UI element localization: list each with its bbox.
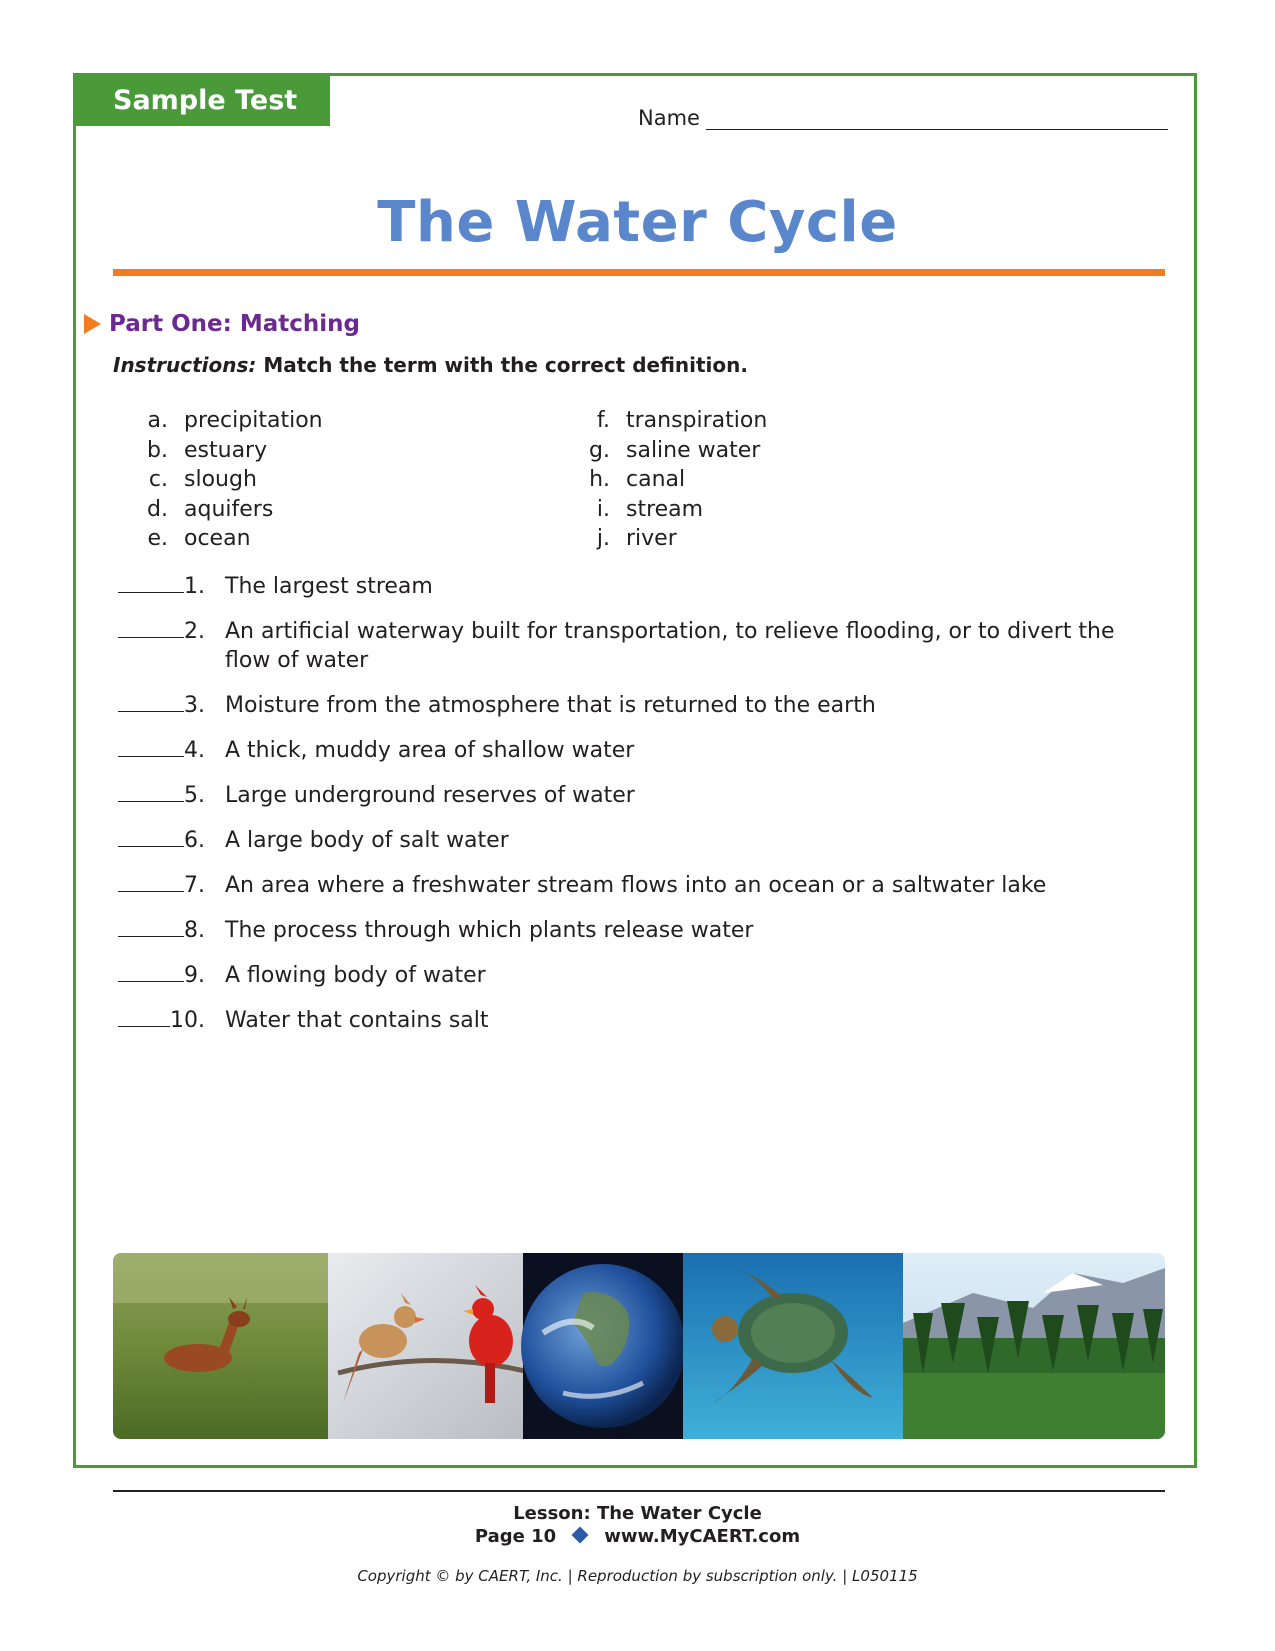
term-item	[138, 465, 323, 495]
question-item	[118, 826, 1148, 855]
term-text: estuary	[184, 437, 268, 463]
answer-blank[interactable]	[118, 781, 184, 802]
answer-blank[interactable]	[118, 916, 184, 937]
question-text: An area where a freshwater stream flows into an ocean or a saltwater lake	[225, 873, 1047, 898]
term-letter: c.	[148, 467, 168, 492]
diamond-icon	[572, 1527, 589, 1544]
answer-blank[interactable]	[118, 617, 184, 638]
term-letter: d.	[147, 496, 168, 522]
question-item	[118, 736, 1148, 765]
question-number: 9.	[184, 963, 205, 988]
term-item	[138, 495, 323, 525]
term-letter: f.	[596, 408, 610, 433]
question-item	[118, 1006, 1148, 1035]
term-text: ocean	[184, 526, 251, 551]
term-item	[580, 436, 767, 466]
term-text: canal	[626, 467, 686, 492]
answer-blank[interactable]	[118, 691, 184, 712]
term-letter: g.	[589, 437, 610, 463]
footer-rule	[113, 1490, 1165, 1492]
question-text: Water that contains salt	[225, 1008, 489, 1033]
instructions-label: Instructions:	[113, 353, 257, 377]
term-letter: j.	[596, 526, 610, 551]
page-title: The Water Cycle	[377, 190, 898, 255]
instructions-text: Match the term with the correct definition.	[263, 353, 748, 377]
instructions	[113, 353, 748, 377]
term-text: river	[626, 526, 677, 551]
term-text: stream	[626, 496, 704, 522]
answer-blank[interactable]	[118, 871, 184, 892]
term-letter: e.	[147, 526, 168, 551]
question-item	[118, 617, 1148, 673]
question-number: 4.	[184, 738, 205, 763]
footer-page: Page 10	[474, 1526, 557, 1547]
term-text: transpiration	[626, 408, 768, 433]
term-text: precipitation	[184, 408, 323, 433]
term-item	[580, 465, 767, 495]
answer-blank[interactable]	[118, 572, 184, 593]
answer-blank[interactable]	[118, 961, 184, 982]
question-number: 7.	[184, 873, 205, 898]
question-item	[118, 916, 1148, 945]
question-item	[118, 961, 1148, 990]
question-item	[118, 691, 1148, 720]
term-item	[138, 406, 323, 436]
answer-blank[interactable]	[118, 736, 184, 757]
sample-test-tab: Sample Test	[76, 76, 330, 126]
footer-website-link[interactable]: www.MyCAERT.com	[604, 1526, 801, 1547]
question-item	[118, 781, 1148, 810]
term-list-right	[580, 406, 767, 554]
term-item	[580, 495, 767, 525]
footer-copyright: Copyright © by CAERT, Inc. | Reproduction by subscription only. | L050115	[357, 1567, 918, 1585]
question-text: A thick, muddy area of shallow water	[225, 738, 635, 763]
term-letter: h.	[589, 467, 610, 492]
question-item	[118, 572, 1148, 601]
nature-photo-collage	[113, 1253, 1165, 1439]
question-text: The largest stream	[225, 574, 433, 599]
earth-illustration	[521, 1264, 685, 1428]
part-heading-text: Part One: Matching	[109, 311, 360, 337]
question-number: 5.	[184, 783, 205, 808]
term-letter: b.	[147, 437, 168, 463]
term-letter: i.	[596, 496, 610, 522]
question-text: A large body of salt water	[225, 828, 509, 853]
question-number: 6.	[184, 828, 205, 853]
name-field[interactable]	[638, 106, 1168, 130]
question-number: 2.	[184, 619, 205, 644]
title-rule	[113, 269, 1165, 276]
term-list-left	[138, 406, 323, 554]
term-text: saline water	[626, 437, 761, 463]
answer-blank[interactable]	[118, 1006, 170, 1027]
term-item	[580, 524, 767, 554]
term-item	[580, 406, 767, 436]
question-number: 3.	[184, 693, 205, 718]
answer-blank[interactable]	[118, 826, 184, 847]
question-text: Moisture from the atmosphere that is returned to the earth	[225, 693, 876, 718]
question-text: A flowing body of water	[225, 963, 486, 988]
question-item	[118, 871, 1148, 900]
question-number: 10.	[170, 1008, 205, 1033]
term-text: aquifers	[184, 496, 274, 522]
term-item	[138, 436, 323, 466]
term-text: slough	[184, 467, 257, 492]
part-heading	[84, 311, 360, 337]
footer-lesson: Lesson: The Water Cycle	[513, 1503, 762, 1524]
question-number: 1.	[184, 574, 205, 599]
term-letter: a.	[147, 408, 168, 433]
question-text: An artificial waterway built for transportation, to relieve flooding, or to divert the flow of water	[225, 619, 1115, 673]
triangle-arrow-icon	[84, 314, 101, 334]
term-item	[138, 524, 323, 554]
name-label: Name	[638, 106, 700, 130]
question-text: Large underground reserves of water	[225, 783, 635, 808]
question-number: 8.	[184, 918, 205, 943]
nature-photo-strip	[113, 1253, 1165, 1439]
name-blank[interactable]	[706, 107, 1168, 130]
question-text: The process through which plants release water	[225, 918, 754, 943]
footer-page-line	[0, 1526, 1275, 1547]
